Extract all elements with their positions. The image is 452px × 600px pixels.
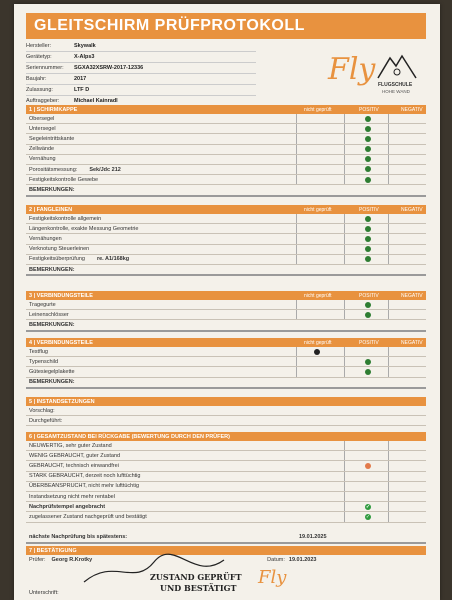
check-row — [26, 451, 426, 461]
check-row — [26, 310, 426, 320]
check-row — [26, 347, 426, 357]
mark-dot-icon — [365, 136, 371, 142]
checkmark-icon: ✓ — [365, 503, 371, 510]
check-row — [26, 441, 426, 451]
datum-value: 19.01.2023 — [288, 557, 317, 563]
section-header — [26, 432, 426, 441]
stamp-line-2: UND BESTÄTIGT — [160, 583, 237, 593]
remarks-row — [26, 185, 426, 196]
section-header — [26, 338, 426, 347]
check-label: Gütesiegelplakette — [29, 368, 75, 375]
section-title: 6 | GESAMTZUSTAND BEI RÜCKGABE (BEWERTUNG DURCH DEN PRÜFER) — [29, 433, 230, 440]
signature-label: Unterschrift: — [29, 590, 59, 596]
mark-dot-icon — [365, 226, 371, 232]
col-nicht-geprueft: nicht geprüft — [304, 292, 332, 299]
check-label: Nachprüfstempel angebracht — [29, 503, 106, 510]
mark-dot-icon — [314, 349, 320, 355]
logo-school-text: FLUGSCHULE — [378, 82, 413, 88]
col-positiv: POSITIV — [359, 292, 379, 299]
next-check-row — [26, 532, 426, 544]
check-row — [26, 214, 426, 224]
check-row — [26, 357, 426, 367]
logo-fly-text: Fly — [328, 52, 376, 87]
check-row — [26, 165, 426, 175]
meta-label: Auftraggeber: — [26, 98, 60, 104]
check-label: GEBRAUCHT, technisch einwandfrei — [29, 462, 119, 469]
logo-sub-text: HOHE WAND — [382, 89, 410, 94]
signature — [74, 552, 274, 592]
meta-value: Skywalk — [74, 43, 96, 49]
check-label: Festigkeitskontrolle allgemein — [29, 215, 102, 222]
meta-label: Gerätetyp: — [26, 54, 52, 60]
check-row — [26, 114, 426, 124]
mark-dot-icon — [365, 256, 371, 262]
section-2 — [26, 205, 426, 276]
check-label: Untersegel — [29, 125, 56, 132]
check-label: Tragegurte — [29, 301, 56, 308]
check-value: Sek/Jdc 212 — [89, 166, 121, 173]
check-label: Vernähung — [29, 156, 56, 163]
check-label: Segeleintrittskante — [29, 135, 75, 142]
fly-logo — [324, 44, 424, 104]
check-row — [26, 300, 426, 310]
check-label: Zellwände — [29, 146, 55, 153]
check-label: Obersegel — [29, 115, 55, 122]
check-label: zugelassener Zustand nachgeprüft und bestätigt — [29, 513, 147, 520]
check-label: Festigkeitskontrolle Gewebe — [29, 176, 99, 183]
section-3 — [26, 291, 426, 332]
mark-dot-icon — [365, 369, 371, 375]
section-title: 2 | FANGLEINEN — [29, 206, 73, 213]
check-label: WENIG GEBRAUCHT, guter Zustand — [29, 452, 121, 459]
check-row — [26, 416, 426, 426]
check-row — [26, 512, 426, 522]
meta-label: Zulassung: — [26, 87, 53, 93]
section-4 — [26, 338, 426, 389]
check-label: Vorschlag: — [29, 407, 55, 414]
col-nicht-geprueft: nicht geprüft — [304, 106, 332, 113]
meta-label: Baujahr: — [26, 76, 47, 82]
section-header — [26, 397, 426, 406]
check-row — [26, 482, 426, 492]
col-positiv: POSITIV — [359, 106, 379, 113]
check-row — [26, 175, 426, 185]
mark-dot-icon — [365, 463, 371, 469]
check-label: Längenkontrolle, exakte Messung Geometrie — [29, 225, 139, 232]
col-positiv: POSITIV — [359, 206, 379, 213]
meta-row — [26, 63, 256, 74]
check-row — [26, 145, 426, 155]
mark-dot-icon — [365, 116, 371, 122]
stamp-fly-logo: Fly — [258, 567, 287, 588]
check-label: Verknotung Steuerleinen — [29, 246, 90, 253]
check-row — [26, 234, 426, 244]
pruefer-label: Prüfer: — [29, 557, 46, 563]
col-nicht-geprueft: nicht geprüft — [304, 339, 332, 346]
next-check-label: nächste Nachprüfung bis spätestens: — [29, 534, 128, 540]
mark-dot-icon — [365, 302, 371, 308]
section-5 — [26, 397, 426, 426]
remarks-label: BEMERKUNGEN: — [29, 186, 75, 193]
datum-label: Datum: — [267, 557, 285, 563]
check-row — [26, 406, 426, 416]
next-check-date: 19.01.2025 — [299, 534, 327, 540]
meta-row — [26, 74, 256, 85]
section-header — [26, 205, 426, 214]
check-label: Durchgeführt: — [29, 417, 63, 424]
checkmark-icon: ✓ — [365, 513, 371, 520]
section-title: 1 | SCHIRMKAPPE — [29, 106, 78, 113]
check-row — [26, 502, 426, 512]
check-label: STARK GEBRAUCHT, derzeit noch lufttüchtig — [29, 473, 141, 480]
mark-dot-icon — [365, 216, 371, 222]
meta-value: Michael Kainradl — [74, 98, 118, 104]
check-label: Typenschild — [29, 358, 59, 365]
col-positiv: POSITIV — [359, 339, 379, 346]
remarks-row — [26, 320, 426, 331]
check-label: Porositätsmessung: — [29, 166, 78, 173]
pruefer-name: Georg R.Krotky — [51, 557, 93, 563]
meta-block — [26, 41, 256, 107]
section-6 — [26, 432, 426, 523]
check-row — [26, 472, 426, 482]
check-label: Vernähungen — [29, 235, 62, 242]
meta-row — [26, 41, 256, 52]
check-row — [26, 155, 426, 165]
meta-label: Hersteller: — [26, 43, 52, 49]
check-label: Testflug — [29, 348, 48, 355]
col-negativ: NEGATIV — [401, 292, 423, 299]
section-title: 4 | VERBINDUNGSTEILE — [29, 339, 93, 346]
check-row — [26, 124, 426, 134]
meta-row — [26, 85, 256, 96]
meta-value: X-Alps3 — [74, 54, 95, 60]
col-nicht-geprueft: nicht geprüft — [304, 206, 332, 213]
remarks-label: BEMERKUNGEN: — [29, 266, 75, 273]
check-label: Festigkeitsüberprüfung — [29, 256, 85, 263]
mark-dot-icon — [365, 236, 371, 242]
col-negativ: NEGATIV — [401, 106, 423, 113]
remarks-label: BEMERKUNGEN: — [29, 321, 75, 328]
section-header — [26, 105, 426, 114]
remarks-row — [26, 265, 426, 276]
check-row — [26, 461, 426, 471]
mark-dot-icon — [365, 177, 371, 183]
mark-dot-icon — [365, 359, 371, 365]
check-value: re. A1/168kg — [96, 256, 130, 263]
mark-dot-icon — [365, 246, 371, 252]
meta-row — [26, 52, 256, 63]
check-label: Leinenschlösser — [29, 311, 69, 318]
check-label: ÜBERBEANSPRUCHT, nicht mehr lufttüchtig — [29, 483, 140, 490]
col-negativ: NEGATIV — [401, 206, 423, 213]
mark-dot-icon — [365, 146, 371, 152]
section-title: 3 | VERBINDUNGSTEILE — [29, 292, 93, 299]
section-header — [26, 291, 426, 300]
meta-label: Seriennummer: — [26, 65, 64, 71]
mark-dot-icon — [365, 312, 371, 318]
check-label: NEUWERTIG, sehr guter Zustand — [29, 442, 112, 449]
document-title: GLEITSCHIRM PRÜFPROTOKOLL — [26, 13, 426, 39]
confirmation-title: 7 | BESTÄTIGUNG — [29, 547, 77, 554]
remarks-row — [26, 378, 426, 389]
col-negativ: NEGATIV — [401, 339, 423, 346]
stamp-line-1: ZUSTAND GEPRÜFT — [150, 572, 242, 582]
check-label: Instandsetzung nicht mehr rentabel — [29, 493, 115, 500]
check-row — [26, 224, 426, 234]
check-row — [26, 492, 426, 502]
protocol-sheet — [14, 4, 440, 600]
section-1 — [26, 105, 426, 197]
mark-dot-icon — [365, 156, 371, 162]
meta-value: LTF D — [74, 87, 90, 93]
meta-value: SGXA32XSRW-2017-12336 — [74, 65, 144, 71]
check-row — [26, 367, 426, 377]
mark-dot-icon — [365, 166, 371, 172]
check-row — [26, 255, 426, 265]
section-title: 5 | INSTANDSETZUNGEN — [29, 398, 95, 405]
check-row — [26, 134, 426, 144]
mark-dot-icon — [365, 126, 371, 132]
check-row — [26, 245, 426, 255]
meta-value: 2017 — [74, 76, 87, 82]
remarks-label: BEMERKUNGEN: — [29, 379, 75, 386]
